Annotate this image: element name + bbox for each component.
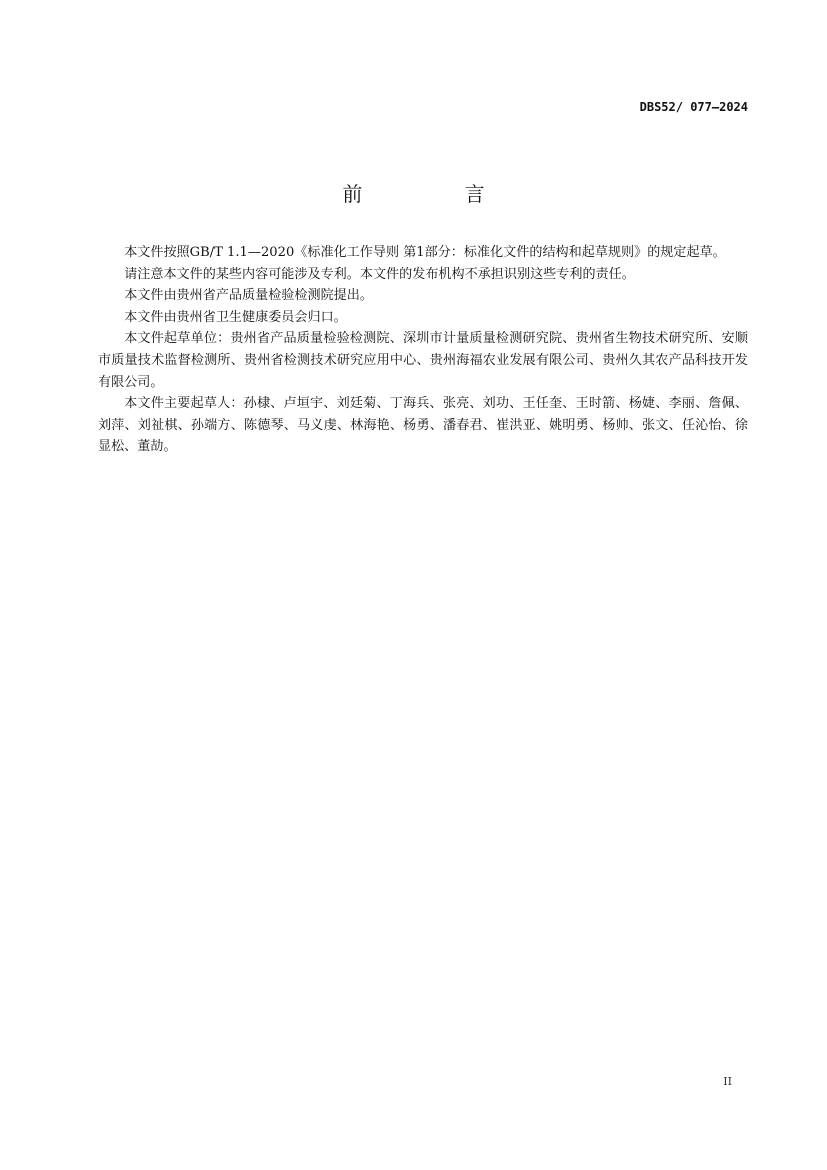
- document-code: DBS52/ 077—2024: [639, 100, 748, 114]
- paragraph-drafting-units: 本文件起草单位：贵州省产品质量检验检测院、深圳市计量质量检测研究院、贵州省生物技术研究所、安顺市质量技术监督检测所、贵州省检测技术研究应用中心、贵州海福农业发展有限公司、贵州久其农产品科技开发有限公司。: [98, 331, 748, 390]
- paragraph-drafting-rules: 本文件按照GB/T 1.1—2020《标准化工作导则 第1部分：标准化文件的结构和起草规则》的规定起草。: [124, 245, 726, 260]
- page-title: 前 言: [342, 182, 533, 206]
- foreword-body: [98, 242, 748, 458]
- paragraph-main-drafters: 本文件主要起草人：孙棣、卢垣宇、刘廷菊、丁海兵、张亮、刘功、王任奎、王时箭、杨婕、李丽、詹佩、刘萍、刘祉棋、孙端方、陈德琴、马义虔、林海艳、杨勇、潘春君、崔洪亚、姚明勇、杨帅、张文、任沁怡、徐显松、董劼。: [98, 396, 748, 455]
- paragraph-administrator: 本文件由贵州省卫生健康委员会归口。: [124, 309, 347, 325]
- page-number: II: [723, 1075, 732, 1088]
- paragraph-patent-notice: 请注意本文件的某些内容可能涉及专利。本文件的发布机构不承担识别这些专利的责任。: [124, 266, 635, 282]
- paragraph-proposer: 本文件由贵州省产品质量检验检测院提出。: [124, 288, 373, 304]
